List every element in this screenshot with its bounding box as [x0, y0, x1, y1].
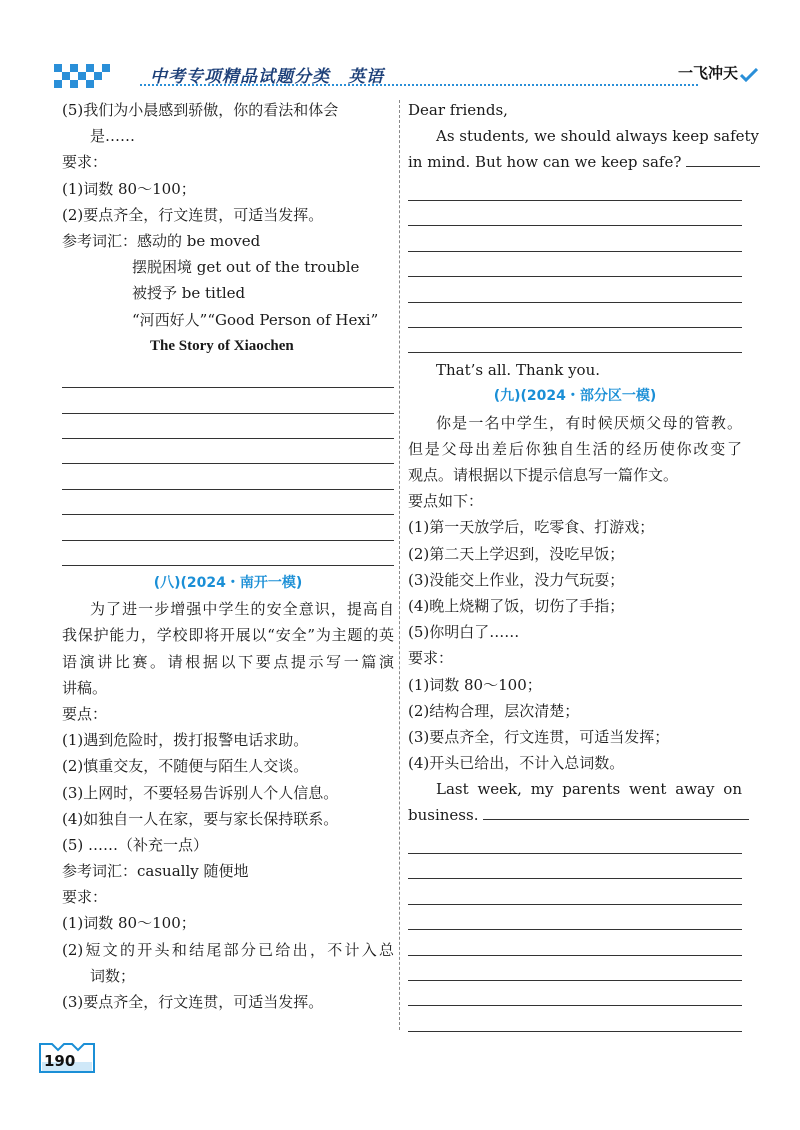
writing-line[interactable] — [408, 328, 742, 353]
text-line: (2)要点齐全，行文连贯，可适当发挥。 — [62, 205, 324, 224]
requirement-item: (3)要点齐全，行文连贯，可适当发挥； — [408, 727, 670, 746]
paragraph-line: 观点。请根据以下提示信息写一篇作文。 — [408, 466, 679, 485]
start-line — [408, 802, 742, 828]
point-item: (5)你明白了…… — [408, 623, 520, 642]
point-item: (3)上网时，不要轻易告诉别人个人信息。 — [62, 783, 339, 802]
header-dotted-line — [140, 84, 698, 86]
paragraph-line: 但是父母出差后你独自生活的经历使你改变了 — [408, 439, 742, 458]
vocab-item: “河西好人”“Good Person of Hexi” — [132, 310, 379, 329]
writing-line[interactable] — [408, 905, 742, 930]
page-header — [40, 50, 760, 96]
requirement-item: (4)开头已给出，不计入总词数。 — [408, 754, 625, 773]
essay-title: The Story of Xiaochen — [150, 337, 294, 354]
opening-line: As students, we should always keep safety — [436, 127, 760, 146]
vocab-label: 参考词汇：感动的 be moved — [62, 231, 261, 250]
header-title: 中考专项精品试题分类 英语 — [150, 67, 384, 87]
point-item: (1)遇到危险时，拨打报警电话求助。 — [62, 731, 309, 750]
writing-line[interactable] — [408, 879, 742, 904]
opening-line — [408, 149, 742, 175]
writing-lines — [408, 829, 742, 1032]
requirements-label: 要求： — [408, 649, 454, 668]
text-line: (1)词数 80～100； — [62, 179, 196, 198]
writing-line[interactable] — [62, 439, 394, 464]
page-number: 190 — [44, 1052, 76, 1070]
writing-line[interactable] — [62, 388, 394, 413]
opening-text: in mind. But how can we keep safe? — [408, 153, 682, 172]
points-label: 要点： — [62, 704, 108, 723]
writing-line[interactable] — [408, 956, 742, 981]
writing-line[interactable] — [62, 490, 394, 515]
greeting: Dear friends, — [408, 101, 508, 119]
writing-line[interactable] — [62, 414, 394, 439]
answer-blank[interactable] — [483, 803, 749, 820]
writing-lines — [408, 176, 742, 354]
checker-logo-icon — [54, 60, 146, 90]
vocab-item: 被授予 be titled — [132, 284, 246, 303]
point-item: (2)慎重交友，不随便与陌生人交谈。 — [62, 757, 309, 776]
paragraph-line: 为了进一步增强中学生的安全意识，提高自 — [90, 600, 394, 619]
writing-line[interactable] — [408, 176, 742, 201]
vocab-label: 参考词汇：casually 随便地 — [62, 862, 249, 881]
requirement-item: (1)词数 80～100； — [408, 675, 542, 694]
paragraph-line: 讲稿。 — [62, 678, 108, 697]
point-item: (2)第二天上学迟到，没吃早饭； — [408, 544, 625, 563]
requirements-label: 要求： — [62, 888, 108, 907]
writing-line[interactable] — [408, 1006, 742, 1031]
writing-line[interactable] — [408, 277, 742, 302]
requirement-item: (2)结构合理，层次清楚； — [408, 701, 580, 720]
writing-line[interactable] — [408, 201, 742, 226]
text-line: (5)我们为小晨感到骄傲，你的看法和体会 — [62, 101, 339, 119]
point-item: (3)没能交上作业，没力气玩耍； — [408, 570, 625, 589]
requirement-item: (2)短文的开头和结尾部分已给出，不计入总 — [62, 940, 394, 959]
requirement-item: (3)要点齐全，行文连贯，可适当发挥。 — [62, 993, 324, 1011]
writing-line[interactable] — [62, 363, 394, 388]
writing-line[interactable] — [408, 854, 742, 879]
vocab-item: 摆脱困境 get out of the trouble — [132, 258, 360, 277]
requirement-item: (1)词数 80～100； — [62, 914, 196, 933]
writing-line[interactable] — [62, 541, 394, 566]
points-label: 要点如下： — [408, 492, 484, 511]
writing-line[interactable] — [408, 226, 742, 251]
writing-line[interactable] — [408, 303, 742, 328]
column-divider — [399, 100, 400, 1030]
writing-line[interactable] — [408, 252, 742, 277]
writing-line[interactable] — [408, 981, 742, 1006]
point-item: (4)晚上烧糊了饭，切伤了手指； — [408, 596, 625, 615]
text-line: 要求： — [62, 153, 108, 172]
right-column — [408, 97, 760, 1032]
writing-line[interactable] — [408, 930, 742, 955]
checkmark-icon — [740, 68, 758, 82]
start-text: business. — [408, 806, 479, 825]
start-line: Last week, my parents went away on — [436, 780, 742, 799]
writing-line[interactable] — [408, 829, 742, 854]
section-9-heading: (九)(2024・部分区一模) — [493, 388, 657, 405]
header-brand: 一飞冲天 — [677, 64, 738, 82]
paragraph-line: 语演讲比赛。请根据以下要点提示写一篇演 — [62, 652, 394, 671]
closing-line: That’s all. Thank you. — [436, 361, 601, 380]
writing-lines — [62, 363, 394, 566]
paragraph-line: 我保护能力，学校即将开展以“安全”为主题的英 — [62, 626, 394, 645]
section-8-heading: (八)(2024・南开一模) — [153, 575, 303, 591]
paragraph-line: 你是一名中学生，有时候厌烦父母的管教。 — [436, 413, 742, 432]
point-item: (4)如独自一人在家，要与家长保持联系。 — [62, 809, 339, 828]
text-line: 是…… — [90, 127, 136, 146]
point-item: (5) ……（补充一点） — [62, 835, 209, 854]
left-column — [62, 97, 394, 1015]
requirement-item: 词数； — [90, 966, 136, 985]
point-item: (1)第一天放学后，吃零食、打游戏； — [408, 518, 655, 537]
writing-line[interactable] — [62, 515, 394, 540]
answer-blank[interactable] — [686, 150, 760, 167]
writing-line[interactable] — [62, 464, 394, 489]
